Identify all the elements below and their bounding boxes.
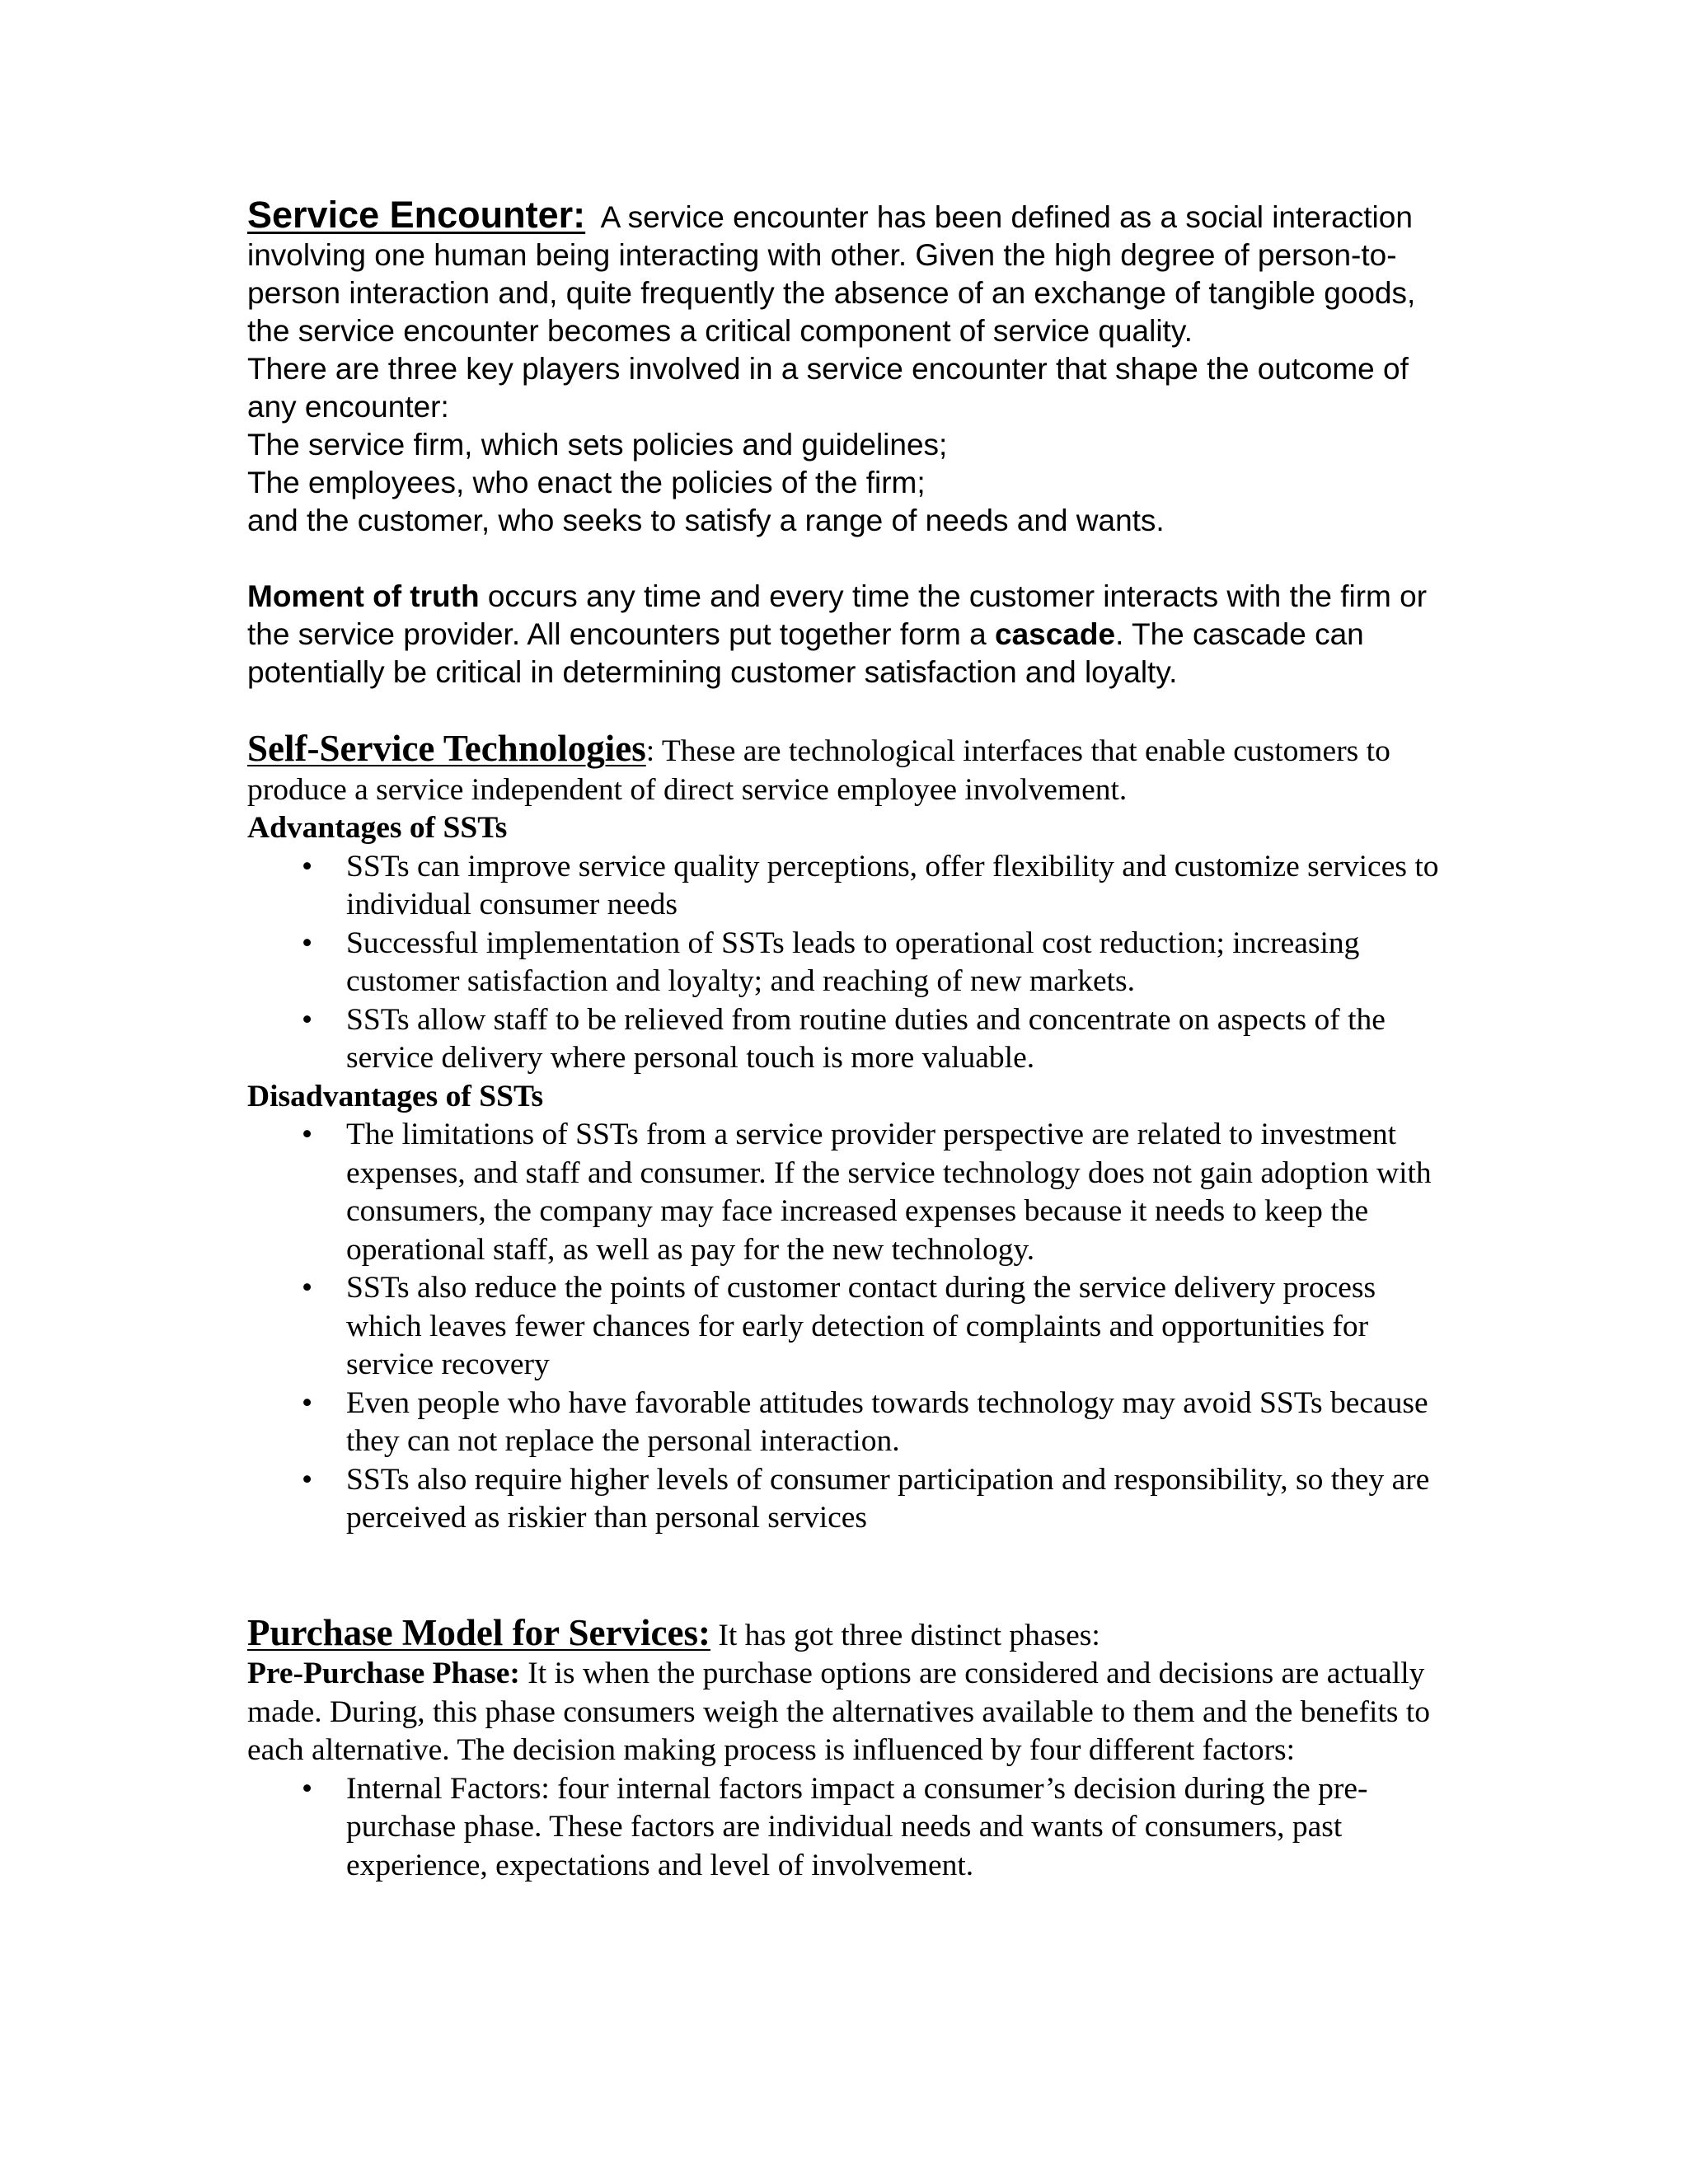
- list-item-text: SSTs also reduce the points of customer contact during the service delivery process which leaves fewer chances for early detection of complaints and opportunities for service recovery: [346, 1271, 1376, 1381]
- service-firm-line: The service firm, which sets policies and guidelines;: [247, 428, 948, 462]
- list-item: [247, 1116, 1451, 1269]
- purchase-model-intro: It has got three distinct phases:: [710, 1618, 1100, 1652]
- disadvantages-list: [247, 1116, 1451, 1538]
- pre-purchase-title: Pre-Purchase Phase:: [247, 1657, 520, 1690]
- pre-purchase-text: It is when the purchase options are considered and decisions are actually made. During, this phase consumers weigh the alternatives available to them and the benefits to each alternative. The decision making process is influenced by four different factors:: [247, 1657, 1430, 1767]
- bullet-icon: •: [302, 1771, 313, 1806]
- moment-of-truth-text-a: occurs any time and every time the customer interacts with the firm or the service provider. All encounters put together form a: [247, 579, 1428, 651]
- bullet-icon: •: [302, 1002, 313, 1037]
- list-item-text: SSTs also require higher levels of consumer participation and responsibility, so they are perceived as riskier than personal services: [346, 1462, 1430, 1535]
- bullet-icon: •: [302, 1271, 313, 1305]
- purchase-model-heading: Purchase Model for Services:: [247, 1611, 710, 1653]
- key-players-line: There are three key players involved in a service encounter that shape the outcome of any encounter:: [247, 352, 1409, 424]
- list-item-text: The limitations of SSTs from a service provider perspective are related to investment expenses, and staff and consumer. If the service technology does not gain adoption with consumers, the company may face increased expenses because it needs to keep the operational staff, as well as pay for the new technology.: [346, 1118, 1432, 1267]
- advantages-title: Advantages of SSTs: [247, 811, 508, 845]
- list-item: [247, 1770, 1451, 1886]
- service-encounter-section: [247, 196, 1451, 691]
- list-item: [247, 848, 1451, 925]
- bullet-icon: •: [302, 1385, 313, 1420]
- service-encounter-intro: A service encounter has been defined as a social interaction involving one human being interacting with other. Given the high degree of person-to-person interaction and, quite frequently the absence of an exchange of tangible goods, the service encounter becomes a critical component of service quality.: [247, 200, 1424, 348]
- list-item-text: Successful implementation of SSTs leads to operational cost reduction; increasing customer satisfaction and loyalty; and reaching of new markets.: [346, 926, 1360, 998]
- bullet-icon: •: [302, 926, 313, 960]
- purchase-model-paragraph: [247, 1611, 1451, 1656]
- list-item-text: Internal Factors: four internal factors impact a consumer’s decision during the pre- purchase phase. These factors are individual needs and wants of consumers, past experience, expectations and level of involvement.: [346, 1771, 1368, 1882]
- customer-line: and the customer, who seeks to satisfy a range of needs and wants.: [247, 504, 1165, 537]
- sst-intro: : These are technological interfaces that enable customers to produce a service independent of direct service employee involvement.: [247, 734, 1390, 807]
- list-item: [247, 1269, 1451, 1385]
- list-item-text: SSTs allow staff to be relieved from routine duties and concentrate on aspects of the service delivery where personal touch is more valuable.: [346, 1002, 1386, 1075]
- employees-line: The employees, who enact the policies of the firm;: [247, 466, 926, 499]
- factors-list: [247, 1770, 1451, 1886]
- purchase-model-section: [247, 1611, 1451, 1886]
- service-encounter-paragraph: [247, 196, 1451, 350]
- sst-section: [247, 729, 1451, 1538]
- sst-heading: Self-Service Technologies: [247, 728, 646, 769]
- list-item-text: Even people who have favorable attitudes towards technology may avoid SSTs because they can not replace the personal interaction.: [346, 1385, 1428, 1458]
- list-item-text: SSTs can improve service quality perceptions, offer flexibility and customize services to individual consumer needs: [346, 849, 1439, 921]
- bullet-icon: •: [302, 1118, 313, 1151]
- cascade-term: cascade: [995, 617, 1116, 651]
- list-item: [247, 1385, 1451, 1461]
- service-encounter-heading: Service Encounter:: [247, 194, 586, 236]
- bullet-icon: •: [302, 1462, 313, 1497]
- list-item: [247, 925, 1451, 1001]
- list-item: [247, 1001, 1451, 1078]
- bullet-icon: •: [302, 849, 313, 883]
- list-item: [247, 1461, 1451, 1538]
- disadvantages-title: Disadvantages of SSTs: [247, 1079, 544, 1113]
- moment-of-truth-paragraph: [247, 578, 1451, 691]
- advantages-list: [247, 848, 1451, 1078]
- moment-of-truth-term: Moment of truth: [247, 579, 480, 613]
- sst-paragraph: [247, 729, 1451, 809]
- pre-purchase-paragraph: [247, 1655, 1451, 1770]
- document-body: [247, 196, 1451, 1885]
- moment-of-truth-text-b: . The cascade can potentially be critical in determining customer satisfaction and loyalty.: [247, 617, 1364, 689]
